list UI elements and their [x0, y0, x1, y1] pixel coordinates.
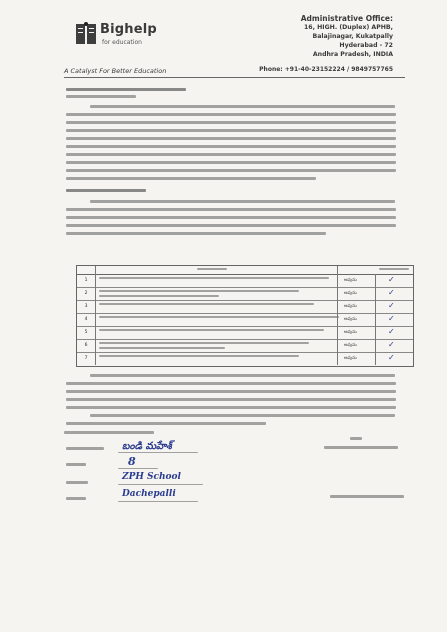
- question-text-cont: [99, 295, 219, 297]
- check-cell: [375, 313, 413, 326]
- questionnaire-table: [76, 265, 414, 367]
- student-name-label: [66, 446, 104, 452]
- class-value: 8: [128, 455, 136, 468]
- student-name-value: బండి మహేశ్: [122, 441, 172, 452]
- check-cell: [375, 287, 413, 300]
- question-text: [99, 329, 324, 331]
- tagline: A Catalyst For Better Education: [64, 67, 167, 75]
- office-address: [301, 14, 393, 59]
- checkmark-icon: ✓: [388, 353, 395, 362]
- row-number: 4: [77, 313, 96, 326]
- bighelp-logo: [76, 22, 186, 60]
- class-underline: [118, 468, 158, 469]
- address-line: Andhra Pradesh, INDIA: [312, 51, 393, 58]
- question-text: [99, 303, 314, 305]
- table-row: [77, 339, 413, 353]
- book-icon: [76, 22, 98, 48]
- brand-name: Bighelp: [100, 22, 157, 37]
- row-number: 6: [77, 339, 96, 352]
- table-row: [77, 274, 413, 288]
- check-cell: [375, 274, 413, 287]
- address-line: Balajinagar, Kukatpally: [312, 33, 393, 40]
- signature-block: [324, 445, 398, 451]
- question-text: [99, 355, 299, 357]
- address-line: Hyderabad - 72: [339, 42, 393, 49]
- check-cell: [375, 339, 413, 352]
- answer-cell: [337, 300, 376, 313]
- checkmark-icon: ✓: [388, 275, 395, 284]
- checkmark-icon: ✓: [388, 314, 395, 323]
- answer-cell: [337, 313, 376, 326]
- checkmark-icon: ✓: [388, 327, 395, 336]
- question-text-cont: [99, 347, 225, 349]
- answer-cell: [337, 287, 376, 300]
- table-row: [77, 326, 413, 340]
- answer-yes: అవును: [344, 330, 357, 335]
- question-text: [99, 316, 339, 318]
- thanks-line: [64, 430, 154, 436]
- answer-yes: అవును: [344, 291, 357, 296]
- office-title: Administrative Office:: [300, 14, 393, 23]
- founder-title: [330, 494, 404, 500]
- school-underline: [118, 484, 203, 485]
- answer-cell: [337, 326, 376, 339]
- signature-mark: [350, 436, 362, 442]
- row-number: 1: [77, 274, 96, 287]
- phone-number: Phone: +91-40-23152224 / 9849757765: [259, 66, 393, 73]
- table-row: [77, 300, 413, 314]
- answer-yes: అవును: [344, 278, 357, 283]
- header-divider: [64, 77, 405, 78]
- village-underline: [118, 501, 198, 502]
- answer-yes: అవును: [344, 356, 357, 361]
- checkmark-icon: ✓: [388, 301, 395, 310]
- class-label: [66, 462, 86, 468]
- check-cell: [375, 300, 413, 313]
- answer-cell: [337, 352, 376, 365]
- question-text: [99, 290, 299, 292]
- answer-cell: [337, 274, 376, 287]
- name-underline: [118, 452, 198, 453]
- checkmark-icon: ✓: [388, 288, 395, 297]
- brand-subtitle: for education: [102, 39, 142, 46]
- question-text: [99, 342, 309, 344]
- answer-cell: [337, 339, 376, 352]
- answer-yes: అవును: [344, 317, 357, 322]
- table-row: [77, 287, 413, 301]
- row-number: 5: [77, 326, 96, 339]
- table-row: [77, 313, 413, 327]
- address-line: 16, HIGH. (Duplex) APHB,: [303, 24, 393, 31]
- check-cell: [375, 326, 413, 339]
- row-number: 2: [77, 287, 96, 300]
- row-number: 3: [77, 300, 96, 313]
- checkmark-icon: ✓: [388, 340, 395, 349]
- school-value: ZPH School: [122, 472, 181, 482]
- village-value: Dachepalli: [122, 489, 176, 499]
- question-text: [99, 277, 329, 279]
- village-label: [66, 496, 86, 502]
- check-cell: [375, 352, 413, 365]
- table-row: [77, 352, 413, 365]
- school-label: [66, 480, 88, 486]
- answer-yes: అవును: [344, 343, 357, 348]
- row-number: 7: [77, 352, 96, 365]
- answer-yes: అవును: [344, 304, 357, 309]
